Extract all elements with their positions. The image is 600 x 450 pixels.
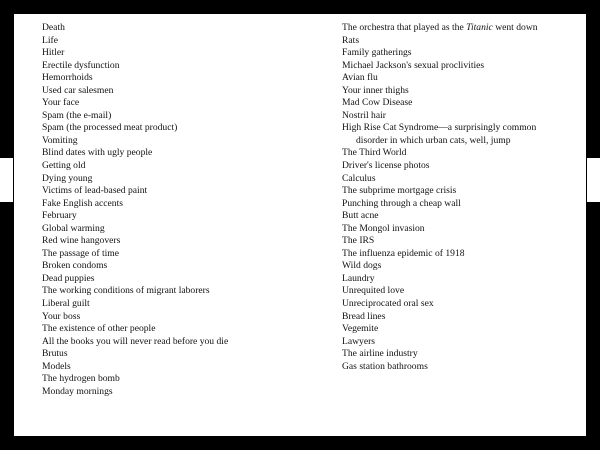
list-item: The airline industry bbox=[342, 348, 418, 360]
list-item: The passage of time bbox=[42, 247, 119, 259]
left-edge-marker bbox=[0, 158, 13, 202]
list-item: Your boss bbox=[42, 310, 81, 322]
list-item: Broken condoms bbox=[42, 260, 108, 272]
list-item bbox=[342, 22, 554, 35]
list-item: The existence of other people bbox=[42, 323, 156, 335]
list-item: Your inner thighs bbox=[342, 84, 409, 96]
right-edge-marker bbox=[587, 158, 600, 202]
list-item: Monday mornings bbox=[42, 385, 113, 397]
list-item: February bbox=[42, 210, 77, 222]
list-item: Used car salesmen bbox=[42, 84, 114, 96]
list-item: Spam (the processed meat product) bbox=[42, 122, 178, 134]
list-item: Family gatherings bbox=[342, 47, 412, 59]
list-item: The influenza epidemic of 1918 bbox=[342, 247, 465, 259]
list-item: Victims of lead-based paint bbox=[42, 185, 148, 197]
list-item: The IRS bbox=[342, 235, 375, 247]
list-item: Butt acne bbox=[342, 210, 379, 222]
list-item: Brutus bbox=[42, 348, 68, 360]
list-item: The Mongol invasion bbox=[342, 222, 425, 234]
list-item: Driver's license photos bbox=[342, 160, 430, 172]
list-item: Vomiting bbox=[42, 134, 78, 146]
list-item: All the books you will never read before you die bbox=[42, 335, 229, 347]
list-item: The subprime mortgage crisis bbox=[342, 185, 457, 197]
list-item: Dying young bbox=[42, 172, 93, 184]
list-item: Wild dogs bbox=[342, 260, 382, 272]
list-item: Calculus bbox=[342, 172, 376, 184]
list-item: Your face bbox=[42, 97, 80, 109]
list-item: Spam (the e-mail) bbox=[42, 109, 112, 121]
list-item-text: The orchestra that played as the bbox=[342, 22, 467, 33]
list-item: Punching through a cheap wall bbox=[342, 197, 461, 209]
list-item: Gas station bathrooms bbox=[342, 360, 428, 372]
list-item: Michael Jackson's sexual proclivities bbox=[342, 59, 485, 71]
list-item: Hitler bbox=[42, 47, 65, 59]
list-item: Laundry bbox=[342, 272, 375, 284]
list-item: Mad Cow Disease bbox=[342, 97, 413, 109]
list-item: Hemorrhoids bbox=[42, 72, 93, 84]
list-item: The hydrogen bomb bbox=[42, 373, 120, 385]
list-item: Death bbox=[42, 22, 65, 33]
right-column-list bbox=[342, 22, 554, 373]
list-item: Lawyers bbox=[342, 335, 376, 347]
list-item: High Rise Cat Syndrome—a surprisingly common disorder in which urban cats, well, jump bbox=[342, 122, 537, 146]
list-item: The working conditions of migrant laborers bbox=[42, 285, 210, 297]
list-item: Fake English accents bbox=[42, 197, 123, 209]
list-item: Vegemite bbox=[342, 323, 379, 335]
list-item: Models bbox=[42, 360, 71, 372]
list-item: Global warming bbox=[42, 222, 105, 234]
list-item: Erectile dysfunction bbox=[42, 59, 120, 71]
list-item-text: went down bbox=[492, 22, 538, 33]
list-item: Life bbox=[42, 34, 58, 46]
list-item: The Third World bbox=[342, 147, 407, 159]
list-item: Avian flu bbox=[342, 72, 378, 84]
list-item: Nostril hair bbox=[342, 109, 386, 121]
list-item: Liberal guilt bbox=[42, 298, 90, 310]
list-item: Unreciprocated oral sex bbox=[342, 298, 434, 310]
list-item: Blind dates with ugly people bbox=[42, 147, 153, 159]
left-column-list bbox=[42, 22, 304, 398]
list-item: Bread lines bbox=[342, 310, 386, 322]
list-item: Dead puppies bbox=[42, 272, 95, 284]
list-item: Getting old bbox=[42, 160, 86, 172]
list-item: Unrequited love bbox=[342, 285, 405, 297]
list-item: Red wine hangovers bbox=[42, 235, 121, 247]
list-item-italic-title: Titanic bbox=[466, 22, 493, 33]
list-item: Rats bbox=[342, 34, 360, 46]
